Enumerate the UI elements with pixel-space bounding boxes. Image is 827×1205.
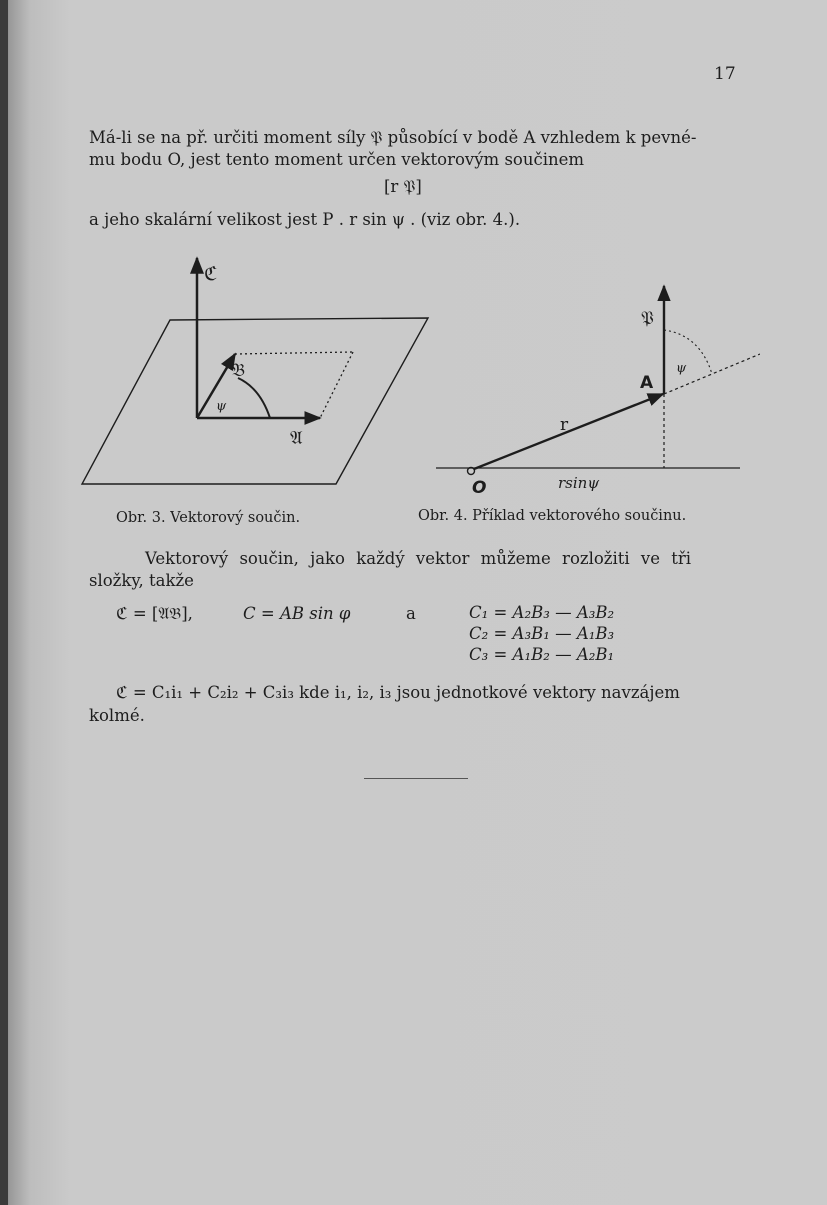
figure3-angle-arc [238, 378, 270, 418]
figure3-dotted-side [320, 352, 353, 418]
figure3-plane [82, 318, 428, 484]
book-spine-shadow [0, 0, 8, 1205]
figure3-caption: Obr. 3. Vektorový součin. [116, 510, 301, 526]
paragraph1-line1: Má-li se na př. určiti moment síly 𝔓 působící v bodě A vzhledem k pevné- [89, 128, 697, 147]
equation-product: ℭ = [𝔄𝔅], [116, 604, 193, 623]
equation-magnitude: C = AB sin φ [243, 604, 351, 623]
paragraph3-line1: ℭ = C₁i₁ + C₂i₂ + C₃i₃ kde i₁, i₂, i₃ jsou jednotkové vektory navzájem [116, 683, 680, 702]
figure3-vector-product-diagram [70, 248, 440, 493]
paragraph1-line3: a jeho skalární velikost jest P . r sin ψ . (viz obr. 4.). [89, 210, 521, 229]
figure4-label-a: A [640, 373, 654, 393]
paragraph2-line1: Vektorový součin, jako každý vektor můžeme rozložiti ve tři [145, 549, 692, 568]
figure4-vector-r [474, 394, 663, 469]
figure3-label-angle: ψ [216, 399, 227, 414]
figure4-label-o: O [472, 478, 487, 495]
paragraph2-line2: složky, takže [89, 571, 194, 590]
component-c1: C₁ = A₂B₃ — A₃B₂ [469, 603, 615, 622]
equation-conjunction: a [406, 604, 416, 623]
figure3-label-a: 𝔄 [290, 427, 303, 449]
figure4-label-p: 𝔓 [641, 308, 654, 329]
component-c3: C₃ = A₁B₂ — A₂B₁ [469, 645, 615, 664]
figure4-label-r: r [560, 415, 569, 435]
paragraph3-line2: kolmé. [89, 706, 145, 725]
paragraph1-line2: mu bodu O, jest tento moment určen vektorovým součinem [89, 150, 585, 169]
component-c2: C₂ = A₃B₁ — A₁B₃ [469, 624, 615, 643]
figure3-label-b: 𝔅 [232, 360, 245, 381]
paragraph1-formula: [r 𝔓] [384, 177, 422, 196]
figure4-label-angle: ψ [676, 361, 687, 376]
figure3-label-c: ℭ [204, 263, 218, 285]
figure4-label-rsin: rsinψ [558, 474, 600, 492]
section-separator [364, 778, 468, 779]
figure3-dotted-top [235, 352, 353, 354]
figure4-caption: Obr. 4. Příklad vektorového součinu. [418, 508, 687, 524]
figure4-angle-arc [664, 330, 712, 374]
page-number: 17 [714, 64, 736, 84]
figure4-moment-diagram [430, 280, 760, 495]
